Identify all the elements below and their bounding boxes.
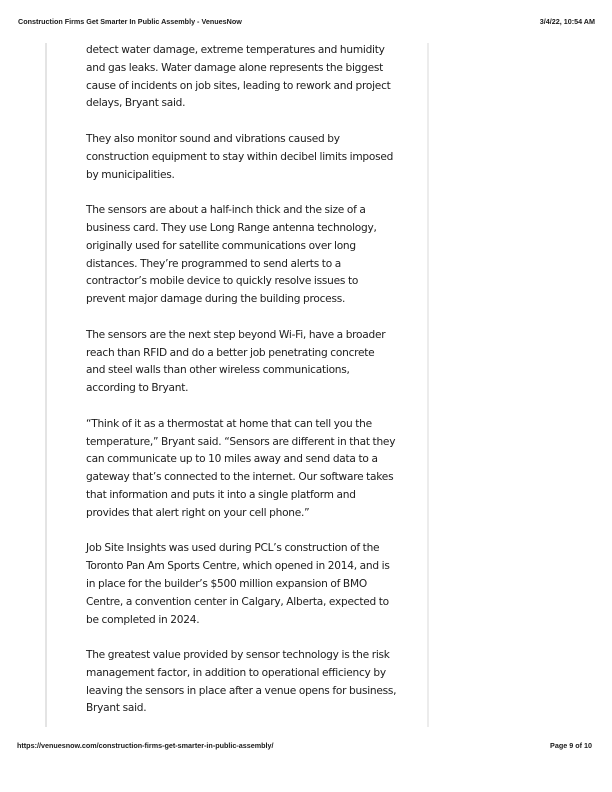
article-paragraph xyxy=(86,647,406,718)
text-line: by municipalities. xyxy=(86,168,175,181)
text-line: according to Bryant. xyxy=(86,382,189,395)
text-line: temperature,” Bryant said. “Sensors are different in that they xyxy=(86,435,396,448)
article-paragraph xyxy=(86,131,406,184)
text-line: reach than RFID and do a better job penetrating concrete xyxy=(86,346,375,359)
text-line: The sensors are the next step beyond Wi-Fi, have a broader xyxy=(86,328,386,341)
text-line: that information and puts it into a single platform and xyxy=(86,488,356,501)
print-datetime: 3/4/22, 10:54 AM xyxy=(539,17,595,26)
article-paragraph xyxy=(86,327,406,398)
text-line: gateway that’s connected to the internet. Our software takes xyxy=(86,471,394,484)
article-body xyxy=(86,42,406,736)
text-line: provides that alert right on your cell phone.” xyxy=(86,506,310,519)
text-line: can communicate up to 10 miles away and send data to a xyxy=(86,453,378,466)
text-line: in place for the builder’s $500 million expansion of BMO xyxy=(86,577,367,590)
article-paragraph xyxy=(86,416,406,523)
text-line: The greatest value provided by sensor technology is the risk xyxy=(86,649,390,662)
page-url[interactable]: https://venuesnow.com/construction-firms-get-smarter-in-public-assembly/ xyxy=(17,741,274,750)
text-line: cause of incidents on job sites, leading to rework and project xyxy=(86,79,391,92)
print-footer xyxy=(0,741,612,753)
text-line: Bryant said. xyxy=(86,702,147,715)
text-line: Job Site Insights was used during PCL’s construction of the xyxy=(86,542,380,555)
content-left-border xyxy=(45,43,47,727)
text-line: Centre, a convention center in Calgary, Alberta, expected to xyxy=(86,595,389,608)
content-right-border xyxy=(427,43,429,727)
text-line: construction equipment to stay within decibel limits imposed xyxy=(86,150,394,163)
article-paragraph xyxy=(86,42,406,113)
print-header xyxy=(0,17,612,29)
text-line: contractor’s mobile device to quickly resolve issues to xyxy=(86,275,359,288)
text-line: and gas leaks. Water damage alone represents the biggest xyxy=(86,61,384,74)
text-line: originally used for satellite communications over long xyxy=(86,239,356,252)
page-title: Construction Firms Get Smarter In Public Assembly - VenuesNow xyxy=(18,17,242,26)
text-line: Toronto Pan Am Sports Centre, which opened in 2014, and is xyxy=(86,560,390,573)
text-line: and steel walls than other wireless communications, xyxy=(86,364,350,377)
text-line: delays, Bryant said. xyxy=(86,97,186,110)
text-line: “Think of it as a thermostat at home that can tell you the xyxy=(86,417,372,430)
text-line: distances. They’re programmed to send alerts to a xyxy=(86,257,341,270)
text-line: management factor, in addition to operational efficiency by xyxy=(86,666,386,679)
article-paragraph xyxy=(86,202,406,309)
text-line: business card. They use Long Range antenna technology, xyxy=(86,221,377,234)
page-number: Page 9 of 10 xyxy=(550,741,592,750)
text-line: detect water damage, extreme temperatures and humidity xyxy=(86,44,385,56)
text-line: The sensors are about a half-inch thick and the size of a xyxy=(86,204,366,217)
text-line: They also monitor sound and vibrations caused by xyxy=(86,132,340,145)
text-line: leaving the sensors in place after a venue opens for business, xyxy=(86,684,397,697)
text-line: be completed in 2024. xyxy=(86,613,200,626)
article-paragraph xyxy=(86,540,406,629)
text-line: prevent major damage during the building process. xyxy=(86,293,346,306)
